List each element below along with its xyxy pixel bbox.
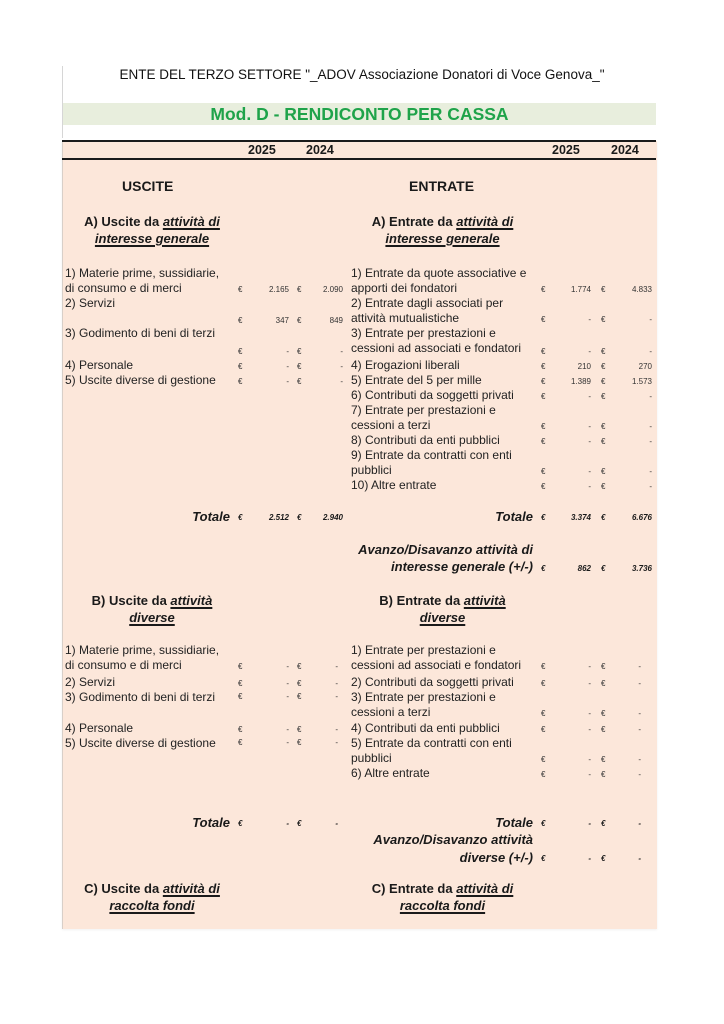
entrate-section-b-item-1-currency-2025: €: [541, 662, 546, 671]
uscite-section-b-item-2-label: 2) Servizi: [65, 675, 116, 689]
uscite-section-a-item-2-currency-2025: €: [238, 316, 243, 325]
uscite-section-a-item-3-value-2024: -: [340, 347, 343, 356]
uscite-section-a-item-2-value-2025: 347: [275, 316, 289, 325]
entrate-a-surplus-2025: 862: [577, 564, 591, 573]
uscite-section-b-item-5-label: 5) Uscite diverse di gestione: [65, 736, 216, 750]
entrate-section-b-item-3-currency-2024: €: [601, 709, 606, 718]
entrate-section-b-item-4-currency-2025: €: [541, 725, 546, 734]
entrate-section-a-item-8-currency-2024: €: [601, 437, 606, 446]
organization-title: ENTE DEL TERZO SETTORE "_ADOV Associazione Donatori di Voce Genova_": [119, 67, 605, 82]
uscite-section-a-item-1-label-cont: di consumo e di merci: [65, 281, 182, 295]
uscite-section-b-item-5-value-2025: -: [286, 738, 289, 747]
uscite-section-b-item-1-currency-2024: €: [297, 662, 302, 671]
uscite-section-a-item-3-label: 3) Godimento di beni di terzi: [65, 326, 216, 340]
entrate-section-a-item-1-value-2025: 1.774: [570, 285, 591, 294]
entrate-section-b-item-3-value-2025: -: [588, 709, 591, 718]
entrate-year-2024-header: 2024: [611, 143, 639, 157]
entrate-section-b-item-6-value-2024: -: [638, 770, 641, 779]
entrate-section-a-item-4-currency-2025: €: [541, 362, 546, 371]
uscite-section-a-item-2-value-2024: 849: [329, 316, 343, 325]
entrate-section-a-item-8-label: 8) Contributi da enti pubblici: [351, 433, 500, 447]
uscite-section-a-item-1-value-2024: 2.090: [322, 285, 343, 294]
entrate-b-surplus-currency-2024: €: [601, 854, 606, 863]
entrate-section-a-heading: A) Entrate da attività di interesse generale: [371, 214, 514, 246]
entrate-section-a-item-2-currency-2024: €: [601, 315, 606, 324]
uscite-section-b-item-5-value-2024: -: [335, 738, 338, 747]
entrate-section-b-item-1-value-2024: -: [638, 662, 641, 671]
entrate-section-a-item-4-currency-2024: €: [601, 362, 606, 371]
uscite-section-b-item-4-label: 4) Personale: [65, 721, 134, 735]
uscite-section-a-item-1-currency-2024: €: [297, 285, 302, 294]
entrate-section-a-item-7-value-2024: -: [649, 422, 652, 431]
statement-body: [62, 141, 657, 929]
entrate-section-a-item-2-label: 2) Entrate dagli associati per: [351, 296, 504, 310]
entrate-b-surplus-2024: -: [638, 854, 641, 863]
entrate-section-a-item-10-currency-2024: €: [601, 482, 606, 491]
entrate-section-b-item-4-currency-2024: €: [601, 725, 606, 734]
uscite-section-b-item-1-label-cont: di consumo e di merci: [65, 658, 182, 672]
uscite-section-b-item-2-value-2025: -: [286, 679, 289, 688]
uscite-section-b-item-3-currency-2024: €: [297, 692, 302, 701]
entrate-section-a-item-1-label: 1) Entrate da quote associative e: [351, 266, 527, 280]
entrate-section-a-item-5-currency-2024: €: [601, 377, 606, 386]
entrate-a-total-2025: 3.374: [570, 513, 591, 522]
entrate-section-c-heading: C) Entrate da attività di raccolta fondi: [371, 881, 514, 913]
uscite-section-b-item-1-value-2025: -: [286, 662, 289, 671]
entrate-section-a-item-2-value-2025: -: [588, 315, 591, 324]
entrate-section-b-item-3-value-2024: -: [638, 709, 641, 718]
entrate-section-b-item-1-label: 1) Entrate per prestazioni e: [351, 643, 496, 657]
uscite-year-2025-header: 2025: [248, 143, 276, 157]
uscite-section-a-item-1-value-2025: 2.165: [268, 285, 289, 294]
uscite-section-a-item-3-value-2025: -: [286, 347, 289, 356]
entrate-section-a-item-5-value-2024: 1.573: [631, 377, 652, 386]
entrate-section-a-item-7-currency-2024: €: [601, 422, 606, 431]
uscite-section-a-item-4-label: 4) Personale: [65, 358, 134, 372]
entrate-a-total-currency-2024: €: [601, 513, 606, 522]
entrate-section-a-item-10-value-2024: -: [649, 482, 652, 491]
entrate-b-surplus-2025: -: [588, 854, 591, 863]
entrate-section-a-item-4-value-2025: 210: [577, 362, 591, 371]
entrate-year-2025-header: 2025: [552, 143, 580, 157]
entrate-section-a-item-2-value-2024: -: [649, 315, 652, 324]
uscite-a-total-currency-2024: €: [297, 513, 302, 522]
entrate-b-surplus-label-1: Avanzo/Disavanzo attività: [373, 832, 533, 847]
entrate-section-a-item-6-label: 6) Contributi da soggetti privati: [351, 388, 514, 402]
entrate-section-a-item-9-label-cont: pubblici: [351, 463, 392, 477]
entrate-section-b-item-5-label: 5) Entrate da contratti con enti: [351, 736, 512, 750]
entrate-heading: ENTRATE: [409, 178, 475, 194]
entrate-section-a-item-10-label: 10) Altre entrate: [351, 478, 437, 492]
entrate-section-a-item-3-currency-2025: €: [541, 347, 546, 356]
entrate-b-surplus-currency-2025: €: [541, 854, 546, 863]
entrate-section-a-item-5-value-2025: 1.389: [570, 377, 591, 386]
uscite-a-total-label: Totale: [192, 509, 230, 524]
entrate-section-a-item-7-label: 7) Entrate per prestazioni e: [351, 403, 496, 417]
entrate-section-a-item-4-label: 4) Erogazioni liberali: [351, 358, 460, 372]
entrate-section-b-item-3-currency-2025: €: [541, 709, 546, 718]
uscite-section-b-item-1-value-2024: -: [335, 662, 338, 671]
entrate-section-a-item-5-label: 5) Entrate del 5 per mille: [351, 373, 482, 387]
entrate-section-a-item-1-currency-2024: €: [601, 285, 606, 294]
entrate-section-b-item-6-currency-2025: €: [541, 770, 546, 779]
uscite-section-b-item-1-label: 1) Materie prime, sussidiarie,: [65, 643, 220, 657]
uscite-section-b-item-4-currency-2025: €: [238, 725, 243, 734]
uscite-section-b-item-4-value-2024: -: [335, 725, 338, 734]
uscite-section-b-item-3-value-2024: -: [335, 692, 338, 701]
uscite-section-c-heading: C) Uscite da attività di raccolta fondi: [84, 881, 220, 913]
entrate-section-b-item-2-value-2024: -: [638, 679, 641, 688]
entrate-section-b-item-3-label: 3) Entrate per prestazioni e: [351, 690, 496, 704]
uscite-b-total-label: Totale: [192, 815, 230, 830]
uscite-section-a-item-4-value-2024: -: [340, 362, 343, 371]
uscite-year-2024-header: 2024: [306, 143, 334, 157]
entrate-section-a-item-1-value-2024: 4.833: [631, 285, 652, 294]
entrate-section-a-item-9-currency-2025: €: [541, 467, 546, 476]
entrate-b-total-2024: -: [638, 819, 641, 828]
uscite-section-b-item-3-currency-2025: €: [238, 692, 243, 701]
entrate-section-b-heading: B) Entrate da attività diverse: [379, 593, 506, 625]
uscite-section-a-item-4-currency-2025: €: [238, 362, 243, 371]
uscite-section-b-item-2-value-2024: -: [335, 679, 338, 688]
uscite-b-total-2024: -: [335, 819, 338, 828]
uscite-section-a-item-3-currency-2025: €: [238, 347, 243, 356]
entrate-section-a-item-9-value-2024: -: [649, 467, 652, 476]
entrate-section-a-item-2-label-cont: attività mutualistiche: [351, 311, 460, 325]
entrate-section-b-item-4-value-2024: -: [638, 725, 641, 734]
entrate-section-b-item-6-label: 6) Altre entrate: [351, 766, 430, 780]
entrate-section-b-item-2-label: 2) Contributi da soggetti privati: [351, 675, 514, 689]
entrate-section-b-item-3-label-cont: cessioni a terzi: [351, 705, 431, 719]
entrate-section-a-item-8-currency-2025: €: [541, 437, 546, 446]
entrate-section-a-item-7-value-2025: -: [588, 422, 591, 431]
entrate-a-total-label: Totale: [495, 509, 533, 524]
entrate-a-total-2024: 6.676: [631, 513, 652, 522]
entrate-section-a-item-10-value-2025: -: [588, 482, 591, 491]
uscite-section-a-item-3-currency-2024: €: [297, 347, 302, 356]
uscite-section-b-item-2-currency-2025: €: [238, 679, 243, 688]
uscite-section-b-item-1-currency-2025: €: [238, 662, 243, 671]
uscite-section-a-heading: A) Uscite da attività di interesse generale: [84, 214, 220, 246]
uscite-section-a-item-2-label: 2) Servizi: [65, 296, 116, 310]
entrate-section-a-item-5-currency-2025: €: [541, 377, 546, 386]
entrate-a-surplus-currency-2025: €: [541, 564, 546, 573]
entrate-section-a-item-8-value-2024: -: [649, 437, 652, 446]
entrate-b-total-label: Totale: [495, 815, 533, 830]
header-rule-bottom: [62, 158, 656, 160]
entrate-a-total-currency-2025: €: [541, 513, 546, 522]
entrate-b-total-currency-2025: €: [541, 819, 546, 828]
entrate-section-a-item-3-value-2024: -: [649, 347, 652, 356]
entrate-section-b-item-5-label-cont: pubblici: [351, 751, 392, 765]
entrate-section-a-item-6-value-2025: -: [588, 392, 591, 401]
entrate-a-surplus-label-2: interesse generale (+/-): [391, 559, 533, 574]
uscite-section-b-item-3-label: 3) Godimento di beni di terzi: [65, 690, 216, 704]
entrate-b-total-currency-2024: €: [601, 819, 606, 828]
entrate-section-a-item-6-currency-2024: €: [601, 392, 606, 401]
entrate-section-a-item-9-label: 9) Entrate da contratti con enti: [351, 448, 512, 462]
entrate-section-b-item-1-label-cont: cessioni ad associati e fondatori: [351, 658, 522, 672]
entrate-section-b-item-6-currency-2024: €: [601, 770, 606, 779]
entrate-section-a-item-3-label: 3) Entrate per prestazioni e: [351, 326, 496, 340]
entrate-section-a-item-2-currency-2025: €: [541, 315, 546, 324]
entrate-section-a-item-6-currency-2025: €: [541, 392, 546, 401]
uscite-b-total-2025: -: [286, 819, 289, 828]
entrate-section-a-item-9-value-2025: -: [588, 467, 591, 476]
entrate-section-b-item-2-currency-2024: €: [601, 679, 606, 688]
entrate-section-b-item-5-value-2025: -: [588, 755, 591, 764]
entrate-section-b-item-1-currency-2024: €: [601, 662, 606, 671]
entrate-section-a-item-7-currency-2025: €: [541, 422, 546, 431]
uscite-a-total-2024: 2.940: [322, 513, 343, 522]
entrate-a-surplus-currency-2024: €: [601, 564, 606, 573]
entrate-section-b-item-5-currency-2024: €: [601, 755, 606, 764]
uscite-section-b-item-2-currency-2024: €: [297, 679, 302, 688]
entrate-section-a-item-9-currency-2024: €: [601, 467, 606, 476]
entrate-section-a-item-4-value-2024: 270: [638, 362, 652, 371]
entrate-section-a-item-6-value-2024: -: [649, 392, 652, 401]
uscite-a-total-2025: 2.512: [268, 513, 289, 522]
entrate-section-a-item-1-currency-2025: €: [541, 285, 546, 294]
uscite-section-a-item-5-currency-2025: €: [238, 377, 243, 386]
entrate-section-a-item-8-value-2025: -: [588, 437, 591, 446]
document-title: Mod. D - RENDICONTO PER CASSA: [210, 104, 509, 124]
uscite-section-b-item-4-value-2025: -: [286, 725, 289, 734]
uscite-section-a-item-5-value-2024: -: [340, 377, 343, 386]
uscite-section-b-item-4-currency-2024: €: [297, 725, 302, 734]
entrate-section-b-item-5-value-2024: -: [638, 755, 641, 764]
entrate-a-surplus-2024: 3.736: [631, 564, 652, 573]
entrate-section-b-item-1-value-2025: -: [588, 662, 591, 671]
uscite-section-a-item-5-currency-2024: €: [297, 377, 302, 386]
uscite-section-b-item-5-currency-2024: €: [297, 738, 302, 747]
uscite-section-a-item-2-currency-2024: €: [297, 316, 302, 325]
entrate-section-a-item-7-label-cont: cessioni a terzi: [351, 418, 431, 432]
uscite-section-b-heading: B) Uscite da attività diverse: [91, 593, 213, 625]
entrate-section-a-item-3-currency-2024: €: [601, 347, 606, 356]
entrate-section-a-item-10-currency-2025: €: [541, 482, 546, 491]
uscite-section-b-item-3-value-2025: -: [286, 692, 289, 701]
uscite-a-total-currency-2025: €: [238, 513, 243, 522]
entrate-section-b-item-4-value-2025: -: [588, 725, 591, 734]
uscite-b-total-currency-2025: €: [238, 819, 243, 828]
header-rule-top: [62, 140, 656, 142]
entrate-section-b-item-6-value-2025: -: [588, 770, 591, 779]
entrate-section-b-item-2-value-2025: -: [588, 679, 591, 688]
uscite-section-b-item-5-currency-2025: €: [238, 738, 243, 747]
entrate-a-surplus-label-1: Avanzo/Disavanzo attività di: [358, 542, 533, 557]
entrate-section-a-item-3-label-cont: cessioni ad associati e fondatori: [351, 341, 522, 355]
uscite-b-total-currency-2024: €: [297, 819, 302, 828]
entrate-section-a-item-3-value-2025: -: [588, 347, 591, 356]
entrate-section-a-item-1-label-cont: apporti dei fondatori: [351, 281, 458, 295]
entrate-section-b-item-4-label: 4) Contributi da enti pubblici: [351, 721, 500, 735]
entrate-b-surplus-label-2: diverse (+/-): [459, 850, 533, 865]
uscite-section-a-item-1-label: 1) Materie prime, sussidiarie,: [65, 266, 220, 280]
uscite-section-a-item-5-value-2025: -: [286, 377, 289, 386]
uscite-section-a-item-4-currency-2024: €: [297, 362, 302, 371]
uscite-section-a-item-1-currency-2025: €: [238, 285, 243, 294]
entrate-section-b-item-5-currency-2025: €: [541, 755, 546, 764]
uscite-heading: USCITE: [122, 178, 174, 194]
entrate-section-b-item-2-currency-2025: €: [541, 679, 546, 688]
uscite-section-a-item-5-label: 5) Uscite diverse di gestione: [65, 373, 216, 387]
entrate-b-total-2025: -: [588, 819, 591, 828]
uscite-section-a-item-4-value-2025: -: [286, 362, 289, 371]
